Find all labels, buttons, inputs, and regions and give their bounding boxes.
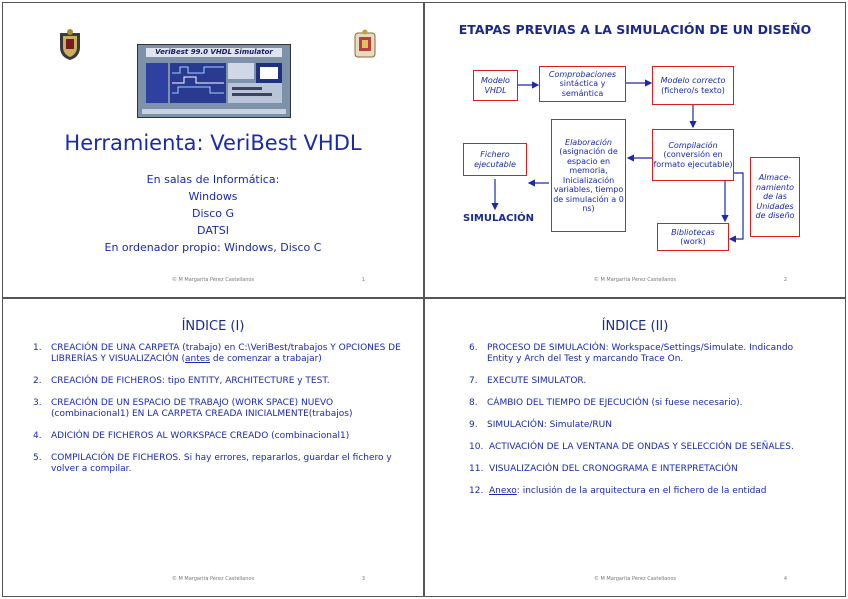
item-number: 11. [469,464,484,474]
box-bibliotecas [657,223,729,251]
item-text: VISUALIZACIÓN DEL CRONOGRAMA E INTERPRETACIÓN [489,464,738,474]
item-text: EXECUTE SIMULATOR. [487,376,587,386]
body-line: En ordenador propio: Windows, Disco C [104,241,322,254]
list-item [469,343,821,365]
item-number: 6. [469,343,478,353]
slide-footer: © M Margarita Pérez Castellanos [593,277,677,283]
list-item [33,376,403,387]
item-number: 3. [33,398,42,408]
item-number: 8. [469,398,478,408]
item-number: 12. [469,486,484,496]
list-item [469,464,821,475]
splash-title: VeriBest 99.0 VHDL Simulator [146,48,282,57]
list-item [469,376,821,387]
splash-graphics [144,59,284,107]
box-comprobaciones [539,66,626,102]
splash-footer-bar [142,109,286,114]
box-sublabel: (conversión en formato ejecutable) [653,150,733,169]
slide-1-title: Herramienta: VeriBest VHDL [64,131,362,155]
box-label: Comprobaciones [548,69,617,79]
item-text: SIMULACIÓN: Simulate/RUN [487,420,612,430]
item-text: CREACIÓN DE FICHEROS: tipo ENTITY, ARCHITECTURE y TEST. [51,376,330,386]
box-elaboracion [551,119,626,232]
slide-4-title: ÍNDICE (II) [601,319,669,334]
box-sublabel: (asignación de espacio en memoria, Inicialización variables, tiempo de simulación a 0 ns) [553,147,624,213]
box-label: Modelo correcto [660,76,726,85]
box-sublabel: sintáctica y semántica [559,79,606,98]
box-almacenamiento [750,157,800,237]
item-number: 5. [33,453,42,463]
item-text: ADICIÓN DE FICHEROS AL WORKSPACE CREADO (combinacional1) [51,431,350,441]
list-item [469,442,821,453]
box-sublabel: (fichero/s texto) [661,85,725,95]
item-text-tail: : inclusión de la arquitectura en el fichero de la entidad [516,486,767,496]
item-text: CÁMBIO DEL TIEMPO DE EJECUCIÓN (si fuese necesario). [487,398,743,408]
list-item [469,420,821,431]
slide-1-body [3,171,423,256]
simulacion-label: SIMULACIÓN [463,213,535,224]
item-text-tail: de comenzar a trabajar) [210,354,322,364]
index-list-1 [33,343,403,486]
school-crest-icon [353,29,377,59]
list-item [33,431,403,442]
box-modelo-vhdl [473,70,518,101]
page-number: 4 [783,576,787,582]
item-text: COMPILACIÓN DE FICHEROS. Si hay errores, repararlos, guardar el fichero y volver a compilar. [51,453,392,474]
item-number: 7. [469,376,478,386]
university-crest-icon [57,29,83,61]
slide-2-title: ETAPAS PREVIAS A LA SIMULACIÓN DE UN DISEÑO [458,22,812,37]
slide-footer: © M Margarita Pérez Castellanos [593,576,677,582]
list-item [33,343,403,365]
item-number: 2. [33,376,42,386]
item-text [489,486,821,497]
box-label: Fichero ejecutable [474,150,516,169]
box-label: Modelo VHDL [481,76,510,95]
item-text-main: CREACIÓN DE UNA CARPETA (trabajo) en C:\VeriBest/trabajos Y OPCIONES DE LIBRERÍAS Y VISUALIZACIÓN ( [51,343,401,364]
list-item [469,398,821,409]
item-number: 10. [469,442,484,452]
list-item [33,453,403,475]
item-text-underlined: antes [185,354,210,364]
box-modelo-correcto [652,66,734,105]
slide-3 [2,298,424,597]
box-label: Compilación [668,140,718,150]
slide-footer: © M Margarita Pérez Castellanos [171,576,255,582]
box-label: Almace- namiento de las Unidades de diseño [755,173,795,221]
veribest-splash-image [137,44,291,118]
item-number: 9. [469,420,478,430]
index-list-2 [469,343,821,508]
item-text: CREACIÓN DE UN ESPACIO DE TRABAJO (WORK SPACE) NUEVO (combinacional1) EN LA CARPETA CREADA INICIALMENTE(trabajos) [51,398,353,419]
slide-footer: © M Margarita Pérez Castellanos [171,277,255,283]
list-item [33,398,403,420]
slide-2 [424,2,846,298]
item-text-underlined: Anexo [489,486,517,496]
page-number: 2 [783,277,787,283]
body-line: Windows [188,190,238,203]
body-line: DATSI [197,224,229,237]
item-number: 1. [33,343,42,353]
box-fichero-ejecutable [463,143,527,176]
slide-3-title: ÍNDICE (I) [181,319,245,334]
box-label: Bibliotecas [671,227,715,237]
body-line: En salas de Informática: [146,173,280,186]
page-number: 1 [361,277,365,283]
item-number: 4. [33,431,42,441]
slide-1 [2,2,424,298]
box-compilacion [652,129,734,181]
list-item [469,486,821,497]
slide-4 [424,298,846,597]
box-label: Elaboración [565,137,612,147]
item-text: PROCESO DE SIMULACIÓN: Workspace/Settings/Simulate. Indicando Entity y Arch del Test y marcando Trace On. [487,343,794,364]
page-number: 3 [361,576,365,582]
item-text [51,343,403,365]
box-sublabel: (work) [680,237,706,246]
item-text: ACTIVACIÓN DE LA VENTANA DE ONDAS Y SELECCIÓN DE SEÑALES. [489,442,794,452]
body-line: Disco G [191,207,235,220]
